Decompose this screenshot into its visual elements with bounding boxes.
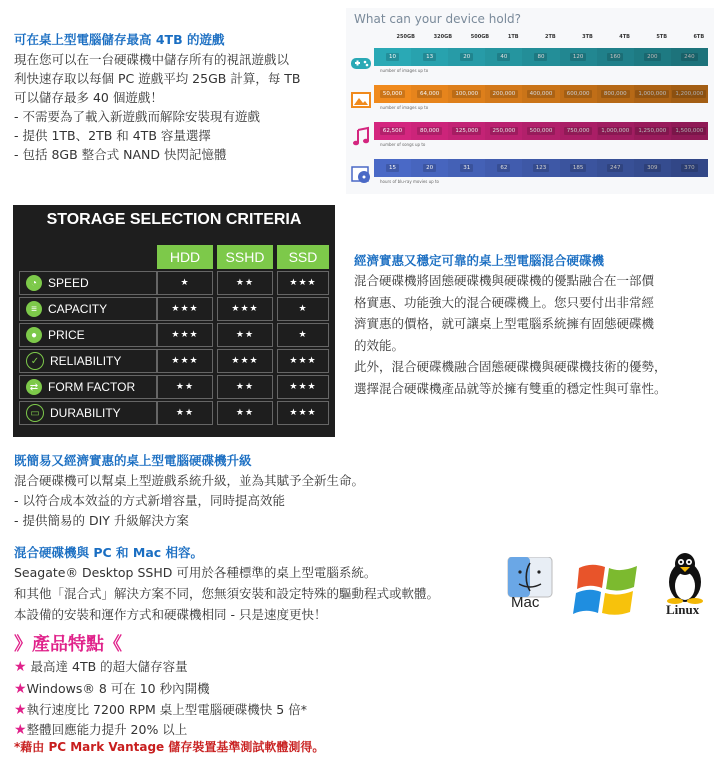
star-icon: ★	[14, 722, 27, 738]
bar-segment	[671, 48, 708, 66]
row-label: DURABILITY	[50, 406, 121, 420]
rating-cell: ★★★	[217, 297, 273, 321]
bar-segment	[560, 159, 597, 177]
scale-label: 4TB	[619, 34, 630, 40]
check-circle-icon: ✓	[26, 352, 44, 370]
bar-value: 80,000	[417, 127, 442, 135]
speedometer-icon: ◔	[26, 275, 42, 291]
bar-caption: number of images up to	[380, 68, 429, 73]
music-note-icon	[350, 126, 372, 148]
row-label-cell	[19, 375, 157, 399]
bar-value: 1,000,000	[598, 127, 632, 135]
bar-segment	[522, 122, 559, 140]
row-label: CAPACITY	[48, 302, 108, 316]
bar-value: 120	[570, 53, 587, 61]
movie-icon	[350, 163, 372, 185]
bar-segment	[374, 122, 411, 140]
capacity-bar	[374, 122, 708, 140]
rating-cell: ★★★	[277, 375, 329, 399]
bar-value: 62	[497, 164, 510, 172]
bar-value: 370	[681, 164, 698, 172]
rating-cell: ★	[277, 323, 329, 347]
bar-value: 200,000	[490, 90, 519, 98]
body-line: 現在您可以在一台硬碟機中儲存所有的視訊遊戲以	[14, 52, 290, 67]
body-line: 選擇混合硬碟機產品就等於擁有雙重的穩定性與可靠性。	[354, 380, 667, 396]
scale-label: 3TB	[582, 34, 593, 40]
body-line: - 提供簡易的 DIY 升級解決方案	[14, 513, 189, 528]
bar-segment	[448, 48, 485, 66]
row-label-cell	[19, 297, 157, 321]
bar-segment	[671, 122, 708, 140]
row-label: PRICE	[48, 328, 85, 342]
bar-segment	[485, 85, 522, 103]
bar-value: 100,000	[452, 90, 481, 98]
footnote: *藉由 PC Mark Vantage 儲存裝置基準測試軟體測得。	[14, 740, 325, 754]
rating-cell: ★★	[217, 401, 273, 425]
column-header-sshd: SSHD	[217, 245, 273, 269]
drive-icon: ▭	[26, 404, 44, 422]
bar-value: 1,250,000	[635, 127, 669, 135]
table-row	[19, 271, 329, 295]
chart-row	[348, 159, 712, 199]
bar-segment	[374, 85, 411, 103]
bar-segment	[485, 159, 522, 177]
body-line: - 以符合成本效益的方式新增容量，同時提高效能	[14, 493, 285, 508]
bar-segment	[374, 48, 411, 66]
column-header-hdd: HDD	[157, 245, 213, 269]
table-row	[19, 323, 329, 347]
body-line: 利快速存取以每個 PC 遊戲平均 25GB 計算，每 TB	[14, 71, 301, 86]
piggy-bank-icon: ●	[26, 327, 42, 343]
row-label-cell	[19, 349, 157, 373]
bar-segment	[485, 122, 522, 140]
bar-segment	[411, 159, 448, 177]
section-hybrid-heading: 經濟實惠又穩定可靠的桌上型電腦混合硬碟機	[354, 253, 605, 268]
bar-value: 247	[607, 164, 624, 172]
device-capacity-chart	[346, 8, 714, 194]
table-title: STORAGE SELECTION CRITERIA	[46, 211, 302, 228]
bar-value: 50,000	[380, 90, 405, 98]
mac-logo-label: Mac	[511, 594, 540, 611]
table-row	[19, 375, 329, 399]
row-label-cell	[19, 271, 157, 295]
bar-caption: hours of blu-ray movies up to	[380, 179, 440, 184]
storage-selection-table	[13, 205, 335, 437]
capacity-bar	[374, 159, 708, 177]
section-compatibility-body	[14, 562, 439, 625]
body-line: - 包括 8GB 整合式 NAND 快閃記憶體	[14, 147, 227, 162]
chart-row	[348, 85, 712, 125]
windows-logo	[573, 556, 643, 626]
rating-cell: ★	[277, 297, 329, 321]
bar-value: 1,000,000	[635, 90, 669, 98]
section-compatibility-heading: 混合硬碟機與 PC 和 Mac 相容。	[14, 545, 204, 560]
bar-value: 1,200,000	[672, 90, 706, 98]
bar-segment	[522, 85, 559, 103]
bar-value: 800,000	[601, 90, 630, 98]
rating-cell: ★★★	[277, 349, 329, 373]
bar-segment	[634, 48, 671, 66]
star-icon: ★	[14, 681, 27, 697]
row-label-cell	[19, 401, 157, 425]
star-icon: ★	[14, 702, 27, 718]
section-upgrade-heading: 既簡易又經濟實惠的桌上型電腦硬碟機升級	[14, 453, 252, 468]
database-icon: ≡	[26, 301, 42, 317]
bar-segment	[448, 159, 485, 177]
capacity-bar	[374, 85, 708, 103]
section-upgrade-body	[14, 471, 364, 531]
rating-cell: ★★★	[277, 401, 329, 425]
bar-segment	[671, 85, 708, 103]
body-line: 混合硬碟機將固態硬碟機與硬碟機的優點融合在一部價	[354, 273, 655, 288]
column-header-ssd: SSD	[277, 245, 329, 269]
table-row	[19, 401, 329, 425]
bar-segment	[411, 85, 448, 103]
bar-segment	[485, 48, 522, 66]
bar-value: 31	[460, 164, 473, 172]
linux-logo-label: Linux	[666, 602, 700, 617]
row-label: FORM FACTOR	[48, 380, 136, 394]
bar-value: 400,000	[527, 90, 556, 98]
bar-value: 10	[386, 53, 399, 61]
section-hybrid-body	[354, 270, 667, 399]
bar-segment	[411, 122, 448, 140]
bar-value: 64,000	[417, 90, 442, 98]
bar-value: 20	[460, 53, 473, 61]
body-line: 此外，混合硬碟機融合固態硬碟機與硬碟機技術的優勢，	[354, 359, 667, 374]
row-label: SPEED	[48, 276, 89, 290]
bar-caption: number of images up to	[380, 105, 429, 110]
star-icon: ★	[14, 659, 27, 675]
section-games-body	[14, 50, 301, 164]
scale-label: 1TB	[507, 34, 519, 40]
scale-label: 500GB	[470, 34, 490, 40]
bar-segment	[560, 48, 597, 66]
bar-value: 309	[644, 164, 661, 172]
gamepad-icon	[350, 52, 372, 74]
rating-cell: ★★	[157, 375, 213, 399]
chart-row	[348, 122, 712, 162]
image-icon	[350, 89, 372, 111]
capacity-bar	[374, 48, 708, 66]
rating-cell: ★★	[217, 375, 273, 399]
bar-value: 500,000	[527, 127, 556, 135]
bar-value: 13	[423, 53, 436, 61]
bar-segment	[597, 48, 634, 66]
chart-title: What can your device hold?	[354, 12, 522, 26]
mac-logo	[505, 557, 555, 615]
body-line: 濟實惠的價格，就可讓桌上型電腦系統擁有固態硬碟機	[354, 316, 655, 331]
bar-value: 123	[533, 164, 550, 172]
rating-cell: ★★	[217, 271, 273, 295]
bar-segment	[634, 159, 671, 177]
bar-value: 15	[386, 164, 399, 172]
bar-value: 62,500	[380, 127, 405, 135]
section-games-heading: 可在桌上型電腦儲存最高 4TB 的遊戲	[14, 32, 225, 47]
rating-cell: ★★★	[157, 323, 213, 347]
bar-segment	[634, 122, 671, 140]
bar-segment	[411, 48, 448, 66]
scale-label: 6TB	[693, 34, 705, 40]
feature-item: ★執行速度比 7200 RPM 桌上型電腦硬碟機快 5 倍*	[14, 702, 307, 718]
rating-cell: ★★★	[277, 271, 329, 295]
rating-cell: ★★★	[157, 349, 213, 373]
table-row	[19, 297, 329, 321]
bar-segment	[671, 159, 708, 177]
bar-segment	[560, 122, 597, 140]
swap-icon: ⇄	[26, 379, 42, 395]
bar-value: 1,500,000	[672, 127, 706, 135]
chart-row	[348, 48, 712, 88]
feature-item: ★Windows® 8 可在 10 秒內開機	[14, 681, 210, 697]
body-line: 可以儲存最多 40 個遊戲！	[14, 90, 163, 105]
linux-logo	[660, 552, 710, 622]
bar-value: 160	[607, 53, 624, 61]
rating-cell: ★★★	[157, 297, 213, 321]
table-row	[19, 349, 329, 373]
bar-segment	[597, 85, 634, 103]
body-line: 本設備的安裝和運作方式和硬碟機相同 - 只是速度更快！	[14, 607, 327, 622]
rating-cell: ★★	[217, 323, 273, 347]
scale-label: 2TB	[545, 34, 556, 40]
bar-segment	[374, 159, 411, 177]
bar-caption: number of songs up to	[380, 142, 426, 147]
bar-value: 80	[534, 53, 547, 61]
row-label: RELIABILITY	[50, 354, 122, 368]
bar-segment	[597, 122, 634, 140]
bar-value: 20	[423, 164, 436, 172]
bar-value: 125,000	[452, 127, 481, 135]
bar-segment	[448, 85, 485, 103]
bar-value: 750,000	[564, 127, 593, 135]
scale-label: 250GB	[396, 34, 415, 40]
bar-segment	[522, 48, 559, 66]
row-label-cell	[19, 323, 157, 347]
body-line: 格實惠、功能強大的混合硬碟機上。您只要付出非常經	[354, 294, 655, 310]
bar-value: 250,000	[490, 127, 519, 135]
bar-segment	[448, 122, 485, 140]
scale-label: 5TB	[656, 34, 668, 40]
feature-item: ★ 最高達 4TB 的超大儲存容量	[14, 659, 188, 675]
bar-segment	[634, 85, 671, 103]
body-line: - 不需要為了載入新遊戲而解除安裝現有遊戲	[14, 109, 260, 124]
bar-value: 185	[570, 164, 587, 172]
body-line: 混合硬碟機可以幫桌上型遊戲系統升級，並為其賦予全新生命。	[14, 473, 365, 488]
bar-value: 40	[497, 53, 510, 61]
bar-segment	[560, 85, 597, 103]
bar-value: 240	[681, 53, 698, 61]
bar-segment	[597, 159, 634, 177]
bar-value: 600,000	[564, 90, 593, 98]
rating-cell: ★★	[157, 401, 213, 425]
rating-cell: ★★★	[217, 349, 273, 373]
bar-segment	[522, 159, 559, 177]
bar-value: 200	[644, 53, 661, 61]
rating-cell: ★	[157, 271, 213, 295]
body-line: 的效能。	[354, 337, 405, 353]
body-line: Seagate® Desktop SSHD 可用於各種標準的桌上型電腦系統。	[14, 565, 377, 580]
feature-item: ★整體回應能力提升 20% 以上	[14, 722, 188, 738]
features-heading: 》產品特點《	[14, 634, 122, 655]
body-line: 和其他「混合式」解決方案不同，您無須安裝和設定特殊的驅動程式或軟體。	[14, 586, 440, 601]
scale-label: 320GB	[433, 34, 453, 40]
body-line: - 提供 1TB、2TB 和 4TB 容量選擇	[14, 128, 211, 143]
